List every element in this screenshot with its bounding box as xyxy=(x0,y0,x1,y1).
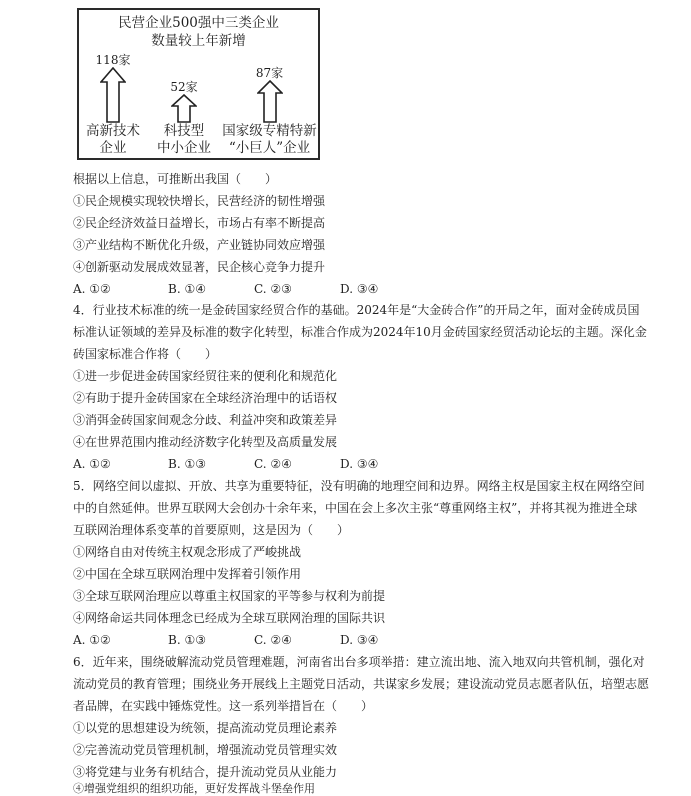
q6-item-1: ①以党的思想建设为统领，提高流动党员理论素养 xyxy=(73,721,338,735)
q6-item-4: ④增强党组织的组织功能，更好发挥战斗堡垒作用 xyxy=(73,782,315,795)
bar-count: 87家 xyxy=(255,66,284,80)
option-c[interactable]: C. ②④ xyxy=(254,633,292,647)
infographic-figure xyxy=(77,8,320,160)
q4-stem-line1: 4．行业技术标准的统一是金砖国家经贸合作的基础。2024年是“大金砖合作”的开局之年，面对金砖成员国 xyxy=(73,303,640,317)
figure-title-line1: 民营企业500强中三类企业 xyxy=(118,15,279,31)
q5-item-4: ④网络命运共同体理念已经成为全球互联网治理的国际共识 xyxy=(73,611,386,625)
option-a[interactable]: A. ①② xyxy=(73,457,111,471)
q6-stem-line2: 流动党员的教育管理；围绕业务开展线上主题党日活动，共谋家乡发展；建设流动党员志愿者队伍，培塑志愿 xyxy=(73,677,650,691)
bar-label-line1: 高新技术 xyxy=(86,123,140,139)
q3-item-4: ④创新驱动发展成效显著，民企核心竞争力提升 xyxy=(73,260,326,274)
figure-title-line2: 数量较上年新增 xyxy=(151,33,246,49)
option-a[interactable]: A. ①② xyxy=(73,282,111,296)
q4-stem-line2: 标准认证领域的差异及标准的数字化转型，标准合作成为2024年10月金砖国家经贸活动论坛的主题。深化金 xyxy=(73,325,647,339)
option-a[interactable]: A. ①② xyxy=(73,633,111,647)
option-d[interactable]: D. ③④ xyxy=(340,457,379,471)
q3-stem: 根据以上信息，可推断出我国（ ） xyxy=(73,172,278,186)
bar-label-line1: 国家级专精特新 xyxy=(222,123,317,139)
q3-item-2: ②民企经济效益日益增长，市场占有率不断提高 xyxy=(73,216,326,230)
option-b[interactable]: B. ①④ xyxy=(168,282,206,296)
bar-label-line1: 科技型 xyxy=(163,123,205,139)
bar-tech-sme xyxy=(149,80,219,157)
q5-stem-line2: 中的自然延伸。世界互联网大会创办十余年来，中国在会上多次主张“尊重网络主权”，并将其视为推进全球 xyxy=(73,501,638,515)
q6-stem-line3: 者品牌，在实践中锤炼党性。这一系列举措旨在（ ） xyxy=(73,699,374,713)
q3-options xyxy=(73,282,378,297)
up-arrow-icon xyxy=(257,80,283,123)
q3-item-3: ③产业结构不断优化升级，产业链协同效应增强 xyxy=(73,238,326,252)
q6-item-3: ③将党建与业务有机结合，提升流动党员从业能力 xyxy=(73,765,338,779)
bar-little-giant xyxy=(221,66,318,157)
up-arrow-icon xyxy=(171,94,197,123)
option-b[interactable]: B. ①③ xyxy=(168,457,206,471)
q4-item-4: ④在世界范围内推动经济数字化转型及高质量发展 xyxy=(73,435,338,449)
q5-item-3: ③全球互联网治理应以尊重主权国家的平等参与权利为前提 xyxy=(73,589,386,603)
bar-label-line2: “小巨人”企业 xyxy=(228,140,311,156)
option-b[interactable]: B. ①③ xyxy=(168,633,206,647)
option-c[interactable]: C. ②③ xyxy=(254,282,292,296)
q5-stem-line3: 互联网治理体系变革的首要原则，这是因为（ ） xyxy=(73,523,350,537)
q6-item-2: ②完善流动党员管理机制，增强流动党员管理实效 xyxy=(73,743,338,757)
q4-item-3: ③消弭金砖国家间观念分歧、利益冲突和政策差异 xyxy=(73,413,338,427)
q4-options xyxy=(73,457,378,472)
bar-count: 52家 xyxy=(170,80,198,94)
q5-options xyxy=(73,633,378,648)
q4-item-2: ②有助于提升金砖国家在全球经济治理中的话语权 xyxy=(73,391,338,405)
q4-item-1: ①进一步促进金砖国家经贸往来的便利化和规范化 xyxy=(73,369,338,383)
bar-high-tech xyxy=(79,53,147,157)
q3-item-1: ①民企规模实现较快增长，民营经济的韧性增强 xyxy=(73,194,326,208)
q5-item-1: ①网络自由对传统主权观念形成了严峻挑战 xyxy=(73,545,302,559)
q5-item-2: ②中国在全球互联网治理中发挥着引领作用 xyxy=(73,567,302,581)
up-arrow-icon xyxy=(100,67,126,123)
option-d[interactable]: D. ③④ xyxy=(340,282,379,296)
bar-count: 118家 xyxy=(95,53,131,67)
q6-stem-line1: 6．近年来，围绕破解流动党员管理难题，河南省出台多项举措：建立流出地、流入地双向共管机制，强化对 xyxy=(73,655,645,669)
q5-stem-line1: 5．网络空间以虚拟、开放、共享为重要特征，没有明确的地理空间和边界。网络主权是国家主权在网络空间 xyxy=(73,479,645,493)
q4-stem-line3: 砖国家标准合作将（ ） xyxy=(73,347,218,361)
option-d[interactable]: D. ③④ xyxy=(340,633,379,647)
bar-label-line2: 企业 xyxy=(99,140,127,156)
option-c[interactable]: C. ②④ xyxy=(254,457,292,471)
bar-label-line2: 中小企业 xyxy=(157,140,211,156)
